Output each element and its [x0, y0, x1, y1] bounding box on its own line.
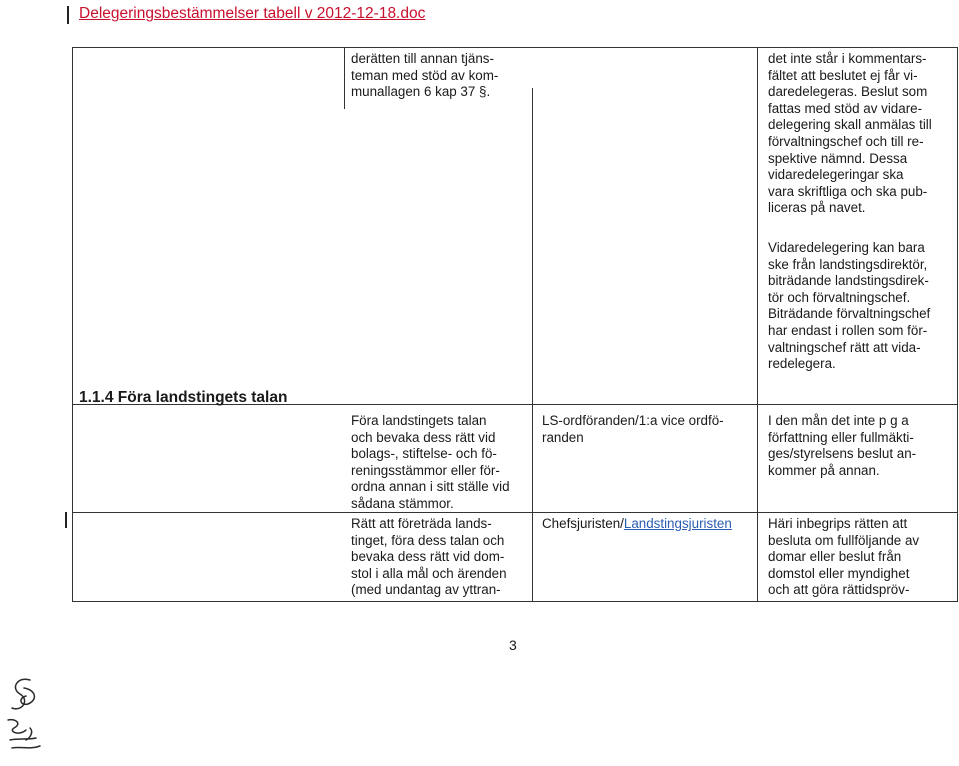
- change-bar: [67, 6, 69, 24]
- change-bar: [65, 512, 67, 528]
- comment-cell-text: I den mån det inte p g a författning eller fullmäkti- ges/styrelsens beslut an- kommer på annan.: [768, 413, 917, 478]
- page-number: 3: [509, 637, 517, 653]
- section-heading: 1.1.4 Föra landstingets talan: [79, 389, 288, 406]
- comment-cell-text: det inte står i kommentars- fältet att beslutet ej får vi- daredelegeras. Beslut som fattas med stöd av vidare- delegering skall anmälas till förvaltningschef och till re- spektive nämnd. Dessa vidaredelegeringar ska vara skriftliga och ska pub- liceras på navet.: [768, 51, 932, 216]
- delegate-text: Chefsjuristen/: [542, 516, 624, 531]
- table-cell-text: Rätt att företräda lands- tinget, föra dess talan och bevaka dess rätt vid dom- stol i alla mål och ärenden (med undantag av yttran-: [351, 516, 507, 598]
- comment-cell-text-continued: Vidaredelegering kan bara ske från landstingsdirektör, biträdande landstingsdirek- tör och förvaltningschef. Biträdande förvaltningschef har endast i rollen som för- valtningschef rätt att vida- redelegera.: [768, 240, 931, 372]
- document-title[interactable]: Delegeringsbestämmelser tabell v 2012-12-18.doc: [79, 5, 426, 22]
- delegate-cell-text: [542, 516, 732, 533]
- handwritten-initials: [0, 668, 55, 766]
- table-cell-text: Föra landstingets talan och bevaka dess rätt vid bolags-, stiftelse- och fö- reningsstämmor eller för- ordna annan i sitt ställe vid sådana stämmor.: [351, 413, 510, 511]
- tracked-change-text: Landstingsjuristen: [623, 516, 732, 531]
- delegate-cell-text: LS-ordföranden/1:a vice ordfö- randen: [542, 413, 724, 445]
- table-cell-text: derätten till annan tjäns- teman med stöd av kom- munallagen 6 kap 37 §.: [351, 51, 499, 100]
- comment-cell-text: Häri inbegrips rätten att besluta om fullföljande av domar eller beslut från domstol eller myndighet och att göra rättidspröv-: [768, 516, 920, 598]
